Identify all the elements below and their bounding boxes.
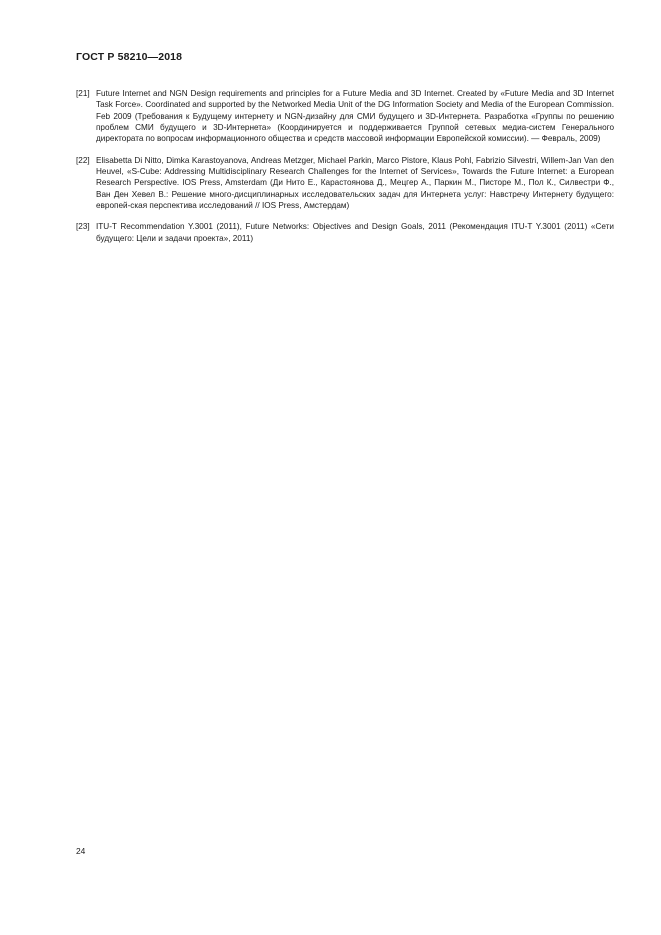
list-item: [76, 221, 614, 244]
page-number: 24: [76, 846, 86, 856]
reference-marker: [22]: [76, 155, 90, 165]
reference-text: Future Internet and NGN Design requirements and principles for a Future Media and 3D Internet. Created by «Future Media and 3D Internet Task Force». Coordinated and supported by the Networked Media Unit of the DG Information Society and Media of the European Commission. Feb 2009 (Требования к Будущему интернету и NGN-дизайну для СМИ будущего и 3D-Интернета. Разработка «Группы по решению проблем СМИ будущего и 3D-Интернета» (Координируется и поддерживается Группой сетевых медиа-систем Генерального директората по вопросам информационного общества и средств массовой информации Европейской комиссии). — Февраль, 2009): [96, 89, 614, 144]
reference-marker: [21]: [76, 89, 90, 98]
bibliography-list: [76, 88, 614, 254]
reference-text: ITU-T Recommendation Y.3001 (2011), Future Networks: Objectives and Design Goals, 2011 (Рекомендация ITU-T Y.3001 (2011) «Сети будущего: Цели и задачи проекта», 2011): [96, 222, 614, 243]
reference-text: Elisabetta Di Nitto, Dimka Karastoyanova, Andreas Metzger, Michael Parkin, Marco Pistore, Klaus Pohl, Fabrizio Silvestri, Willem-Jan Van den Heuvel, «S-Cube: Addressing Multidisciplinary Research Challenges for the Internet of Services», Towards the Future Internet: a European Research Perspective. IOS Press, Amsterdam (Ди Нито Е., Карастоянова Д., Мецгер А., Паркин М., Писторе М., Пол К., Силвестри Ф., Ван Ден Хевел В.: Решение много-дисциплинарных исследовательских задач для Интернета услуг: Навстречу Интернету будущего: европей-ская перспектива исследований // IOS Press, Амстердам): [96, 155, 614, 211]
reference-marker: [23]: [76, 222, 90, 232]
list-item: [76, 88, 614, 145]
list-item: [76, 155, 614, 212]
document-standard-header: ГОСТ Р 58210—2018: [76, 51, 183, 63]
